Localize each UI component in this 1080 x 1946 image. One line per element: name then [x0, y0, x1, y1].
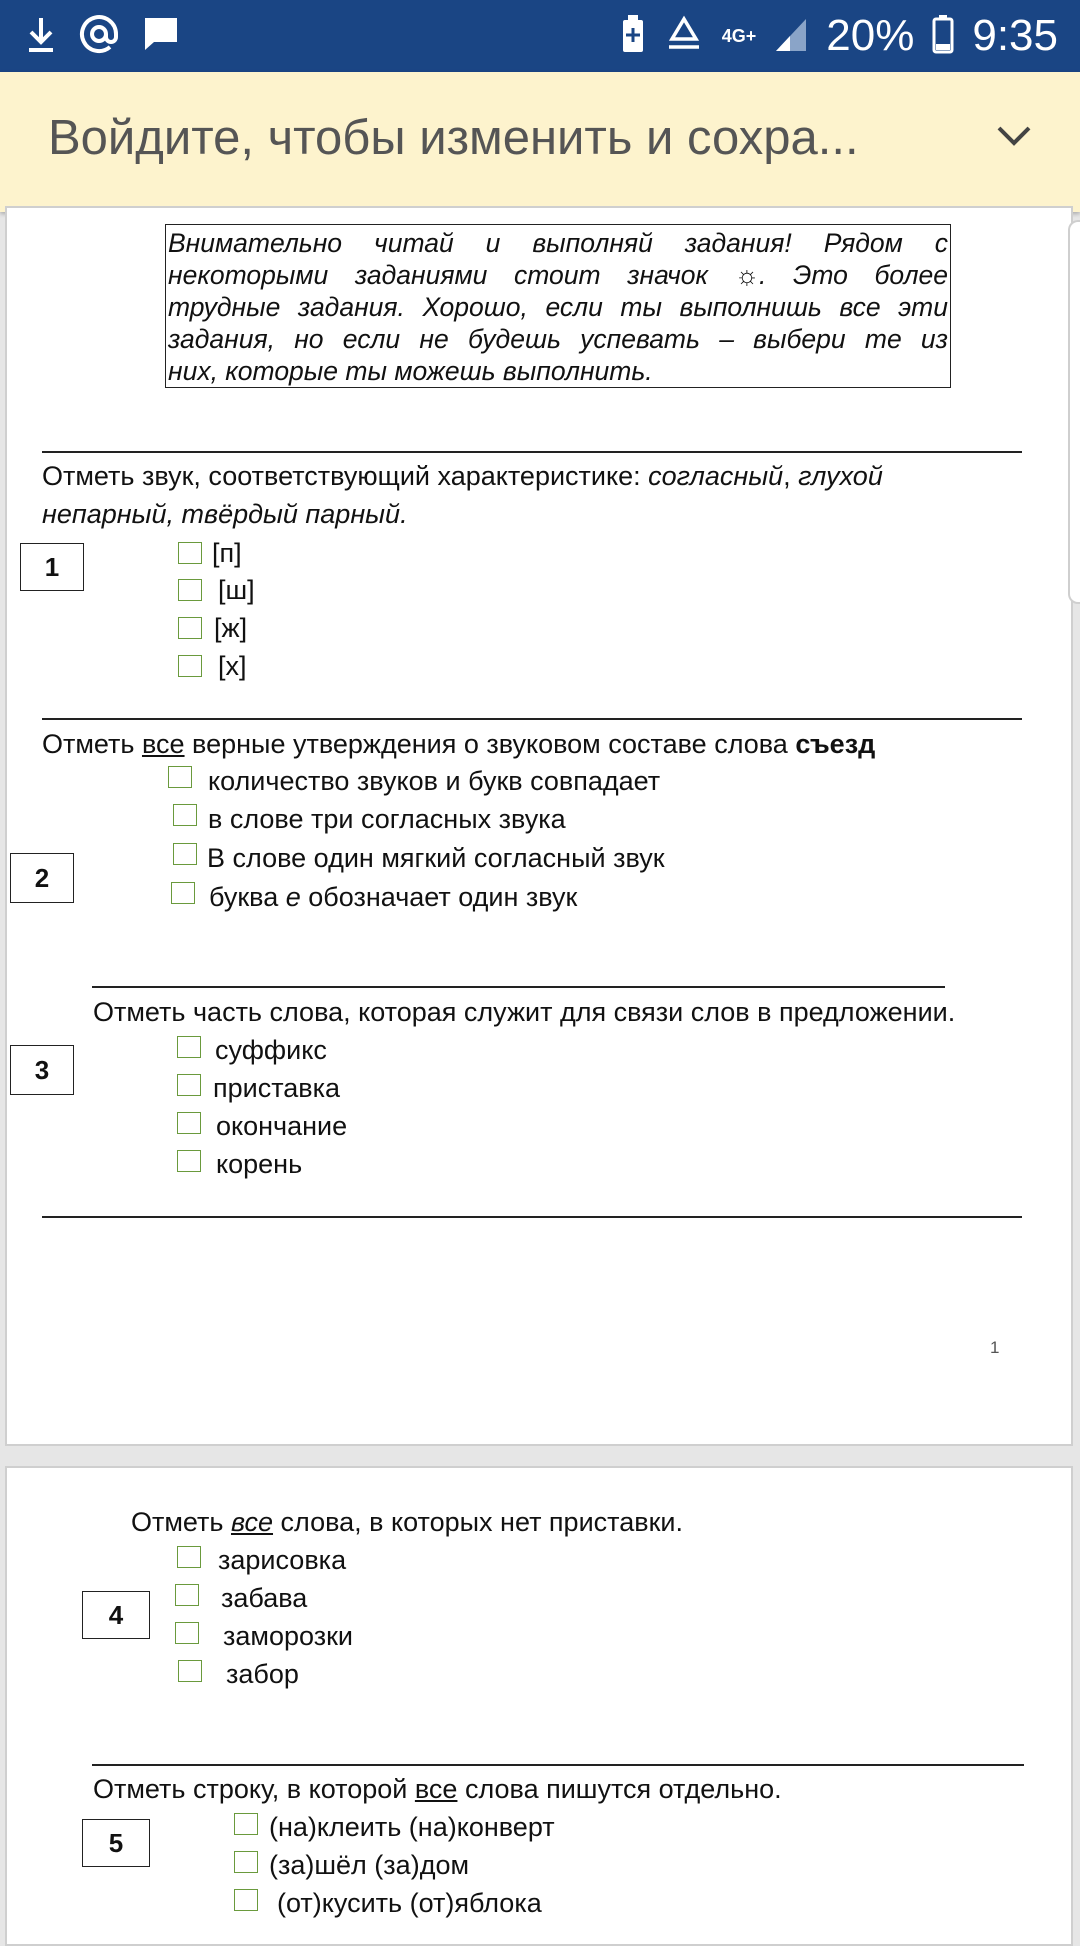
question-2-prompt: Отметь все верные утверждения о звуковом составе слова съезд: [42, 729, 876, 759]
answer-option[interactable]: буква е обозначает один звук: [171, 881, 577, 913]
checkbox[interactable]: [234, 1813, 258, 1835]
question-number: 4: [82, 1591, 150, 1639]
checkbox[interactable]: [178, 542, 202, 564]
question-number: 1: [20, 543, 84, 591]
checkbox[interactable]: [173, 843, 197, 865]
signal-icon: [774, 15, 808, 58]
instructions-line: Внимательно читай и выполняй задания! Рядом с: [168, 228, 948, 258]
answer-option[interactable]: В слове один мягкий согласный звук: [173, 842, 665, 874]
answer-option[interactable]: суффикс: [177, 1034, 327, 1066]
at-sign-icon: [78, 13, 120, 60]
instructions-line: трудные задания. Хорошо, если ты выполнишь все эти: [168, 292, 948, 322]
checkbox[interactable]: [177, 1150, 201, 1172]
battery-percent: 20%: [826, 11, 915, 60]
divider: [92, 986, 945, 988]
answer-option[interactable]: забор: [178, 1658, 299, 1690]
answer-option[interactable]: окончание: [177, 1110, 347, 1142]
answer-option[interactable]: в слове три согласных звука: [173, 803, 566, 835]
checkbox[interactable]: [234, 1889, 258, 1911]
divider: [42, 451, 1022, 453]
answer-option[interactable]: (от)кусить (от)яблока: [234, 1887, 542, 1919]
answer-option[interactable]: количество звуков и букв совпадает: [168, 765, 660, 797]
data-saver-icon: [664, 15, 704, 58]
divider: [92, 1764, 1024, 1766]
checkbox[interactable]: [168, 766, 192, 788]
checkbox[interactable]: [178, 617, 202, 639]
instructions-box: [165, 224, 951, 388]
document-page-2: [5, 1466, 1073, 1946]
question-number: 2: [10, 853, 74, 903]
answer-option[interactable]: зарисовка: [177, 1544, 346, 1576]
question-4-prompt: Отметь все слова, в которых нет приставки.: [131, 1507, 683, 1537]
checkbox[interactable]: [175, 1622, 199, 1644]
checkbox[interactable]: [175, 1584, 199, 1606]
download-icon: [26, 14, 56, 59]
checkbox[interactable]: [177, 1112, 201, 1134]
instructions-line: них, которые ты можешь выполнить.: [168, 356, 653, 386]
status-bar: [0, 0, 1080, 72]
scrollbar[interactable]: [1068, 220, 1080, 604]
answer-option[interactable]: (за)шёл (за)дом: [234, 1849, 469, 1881]
instructions-line: некоторыми заданиями стоит значок ☼. Это более: [168, 260, 948, 290]
page-number: 1: [990, 1338, 1000, 1357]
answer-option[interactable]: [п]: [178, 537, 242, 569]
chevron-down-icon[interactable]: [994, 120, 1034, 157]
checkbox[interactable]: [173, 804, 197, 826]
question-5-prompt: Отметь строку, в которой все слова пишутся отдельно.: [93, 1774, 782, 1804]
divider: [42, 1216, 1022, 1218]
message-icon: [142, 15, 180, 58]
answer-option[interactable]: приставка: [177, 1072, 340, 1104]
answer-option[interactable]: [ж]: [178, 612, 247, 644]
network-type: 4G+: [721, 26, 757, 46]
answer-option[interactable]: [ш]: [178, 574, 255, 606]
checkbox[interactable]: [177, 1074, 201, 1096]
answer-option[interactable]: [х]: [178, 650, 247, 682]
question-1-prompt-line2: непарный, твёрдый парный.: [42, 499, 408, 529]
instructions-line: задания, но если не будешь успевать – выбери те из: [168, 324, 948, 354]
answer-option[interactable]: (на)клеить (на)конверт: [234, 1811, 555, 1843]
battery-saver-icon: [620, 14, 646, 59]
question-number: 5: [82, 1819, 150, 1867]
divider: [42, 718, 1022, 720]
battery-icon: [932, 14, 954, 59]
answer-option[interactable]: корень: [177, 1148, 302, 1180]
clock: 9:35: [972, 11, 1058, 60]
checkbox[interactable]: [171, 882, 195, 904]
answer-option[interactable]: заморозки: [175, 1620, 353, 1652]
checkbox[interactable]: [177, 1036, 201, 1058]
question-1-prompt: Отметь звук, соответствующий характеристике: согласный, глухой: [42, 461, 883, 491]
question-3-prompt: Отметь часть слова, которая служит для связи слов в предложении.: [93, 997, 956, 1027]
question-number: 3: [10, 1045, 74, 1095]
sign-in-banner[interactable]: [0, 72, 1080, 212]
checkbox[interactable]: [234, 1851, 258, 1873]
checkbox[interactable]: [178, 655, 202, 677]
checkbox[interactable]: [178, 579, 202, 601]
checkbox[interactable]: [177, 1546, 201, 1568]
answer-option[interactable]: забава: [175, 1582, 307, 1614]
checkbox[interactable]: [178, 1660, 202, 1682]
sign-in-banner-text: Войдите, чтобы изменить и сохра...: [48, 111, 859, 165]
